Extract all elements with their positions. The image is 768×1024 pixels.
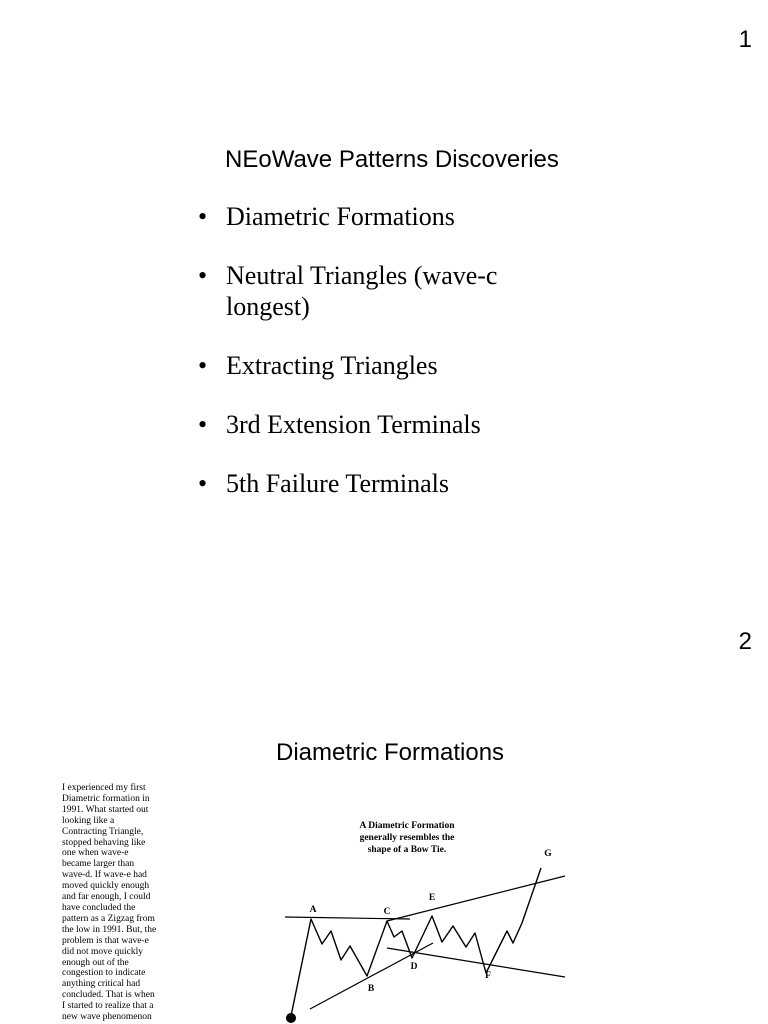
slide-title: NEoWave Patterns Discoveries	[225, 146, 559, 173]
bullet-item	[198, 260, 578, 322]
narrative-line: the low in 1991. But, the	[62, 924, 157, 935]
bullet-marker: •	[198, 410, 208, 439]
narrative-line: stopped behaving like	[62, 837, 146, 848]
narrative-line: concluded. That is when	[62, 990, 155, 1001]
narrative-line: enough out of the	[62, 957, 129, 968]
diagram-caption-line: A Diametric Formation	[359, 821, 455, 831]
narrative-line: I started to realize that a	[62, 1001, 154, 1012]
wave-label-e: E	[428, 893, 436, 903]
wave-price-path	[291, 868, 541, 1016]
narrative-line: I experienced my first	[62, 783, 146, 793]
bullet-marker: •	[198, 261, 208, 290]
bullet-marker: •	[198, 469, 208, 498]
narrative-line: Contracting Triangle,	[62, 826, 144, 837]
page-number: 2	[738, 628, 752, 655]
bullet-text: Extracting Triangles	[226, 351, 438, 380]
narrative-line: 1991. What started out	[62, 804, 149, 815]
narrative-line: became larger than	[62, 859, 135, 870]
narrative-line: one when wave-e	[62, 848, 129, 859]
bullet-list	[198, 201, 578, 527]
narrative-line: problem is that wave-e	[62, 935, 149, 946]
narrative-line: looking like a	[62, 815, 115, 826]
upper-right-trendline	[387, 876, 565, 921]
narrative-line: congestion to indicate	[62, 968, 146, 979]
narrative-line: anything critical had	[62, 979, 141, 990]
bullet-text: 3rd Extension Terminals	[226, 410, 481, 439]
wave-label-a: A	[309, 905, 317, 915]
narrative-line: Diametric formation in	[62, 793, 150, 804]
narrative-line: pattern as a Zigzag from	[62, 913, 155, 924]
bullet-text: 5th Failure Terminals	[226, 469, 449, 498]
wave-label-g: G	[544, 849, 552, 859]
start-point-marker	[286, 1013, 296, 1023]
narrative-line: moved quickly enough	[62, 881, 150, 892]
narrative-line: did not move quickly	[62, 946, 144, 957]
narrative-line: wave-d. If wave-e had	[62, 870, 147, 881]
diagram-caption-line: generally resembles the	[359, 833, 455, 843]
wave-label-d: D	[410, 962, 418, 972]
bullet-text: Neutral Triangles (wave-c longest)	[226, 261, 498, 321]
narrative-line: and far enough, I could	[62, 892, 151, 903]
narrative-line: new wave phenomenon	[62, 1012, 152, 1023]
narrative-line: have concluded the	[62, 902, 136, 913]
upper-left-trendline	[285, 917, 410, 919]
wave-label-b: B	[367, 984, 375, 994]
bullet-item	[198, 201, 578, 232]
wave-label-f: F	[485, 971, 491, 981]
bullet-item	[198, 468, 578, 499]
bullet-text: Diametric Formations	[226, 202, 455, 231]
diagram-caption-line: shape of a Bow Tie.	[367, 845, 447, 855]
bullet-marker: •	[198, 351, 208, 380]
bullet-marker: •	[198, 202, 208, 231]
bullet-item	[198, 350, 578, 381]
bullet-item	[198, 409, 578, 440]
page-number: 1	[738, 26, 752, 53]
diametric-diagram	[275, 815, 575, 1024]
narrative-text	[62, 783, 174, 1023]
slide-title: Diametric Formations	[276, 739, 505, 766]
wave-label-c: C	[383, 907, 391, 917]
